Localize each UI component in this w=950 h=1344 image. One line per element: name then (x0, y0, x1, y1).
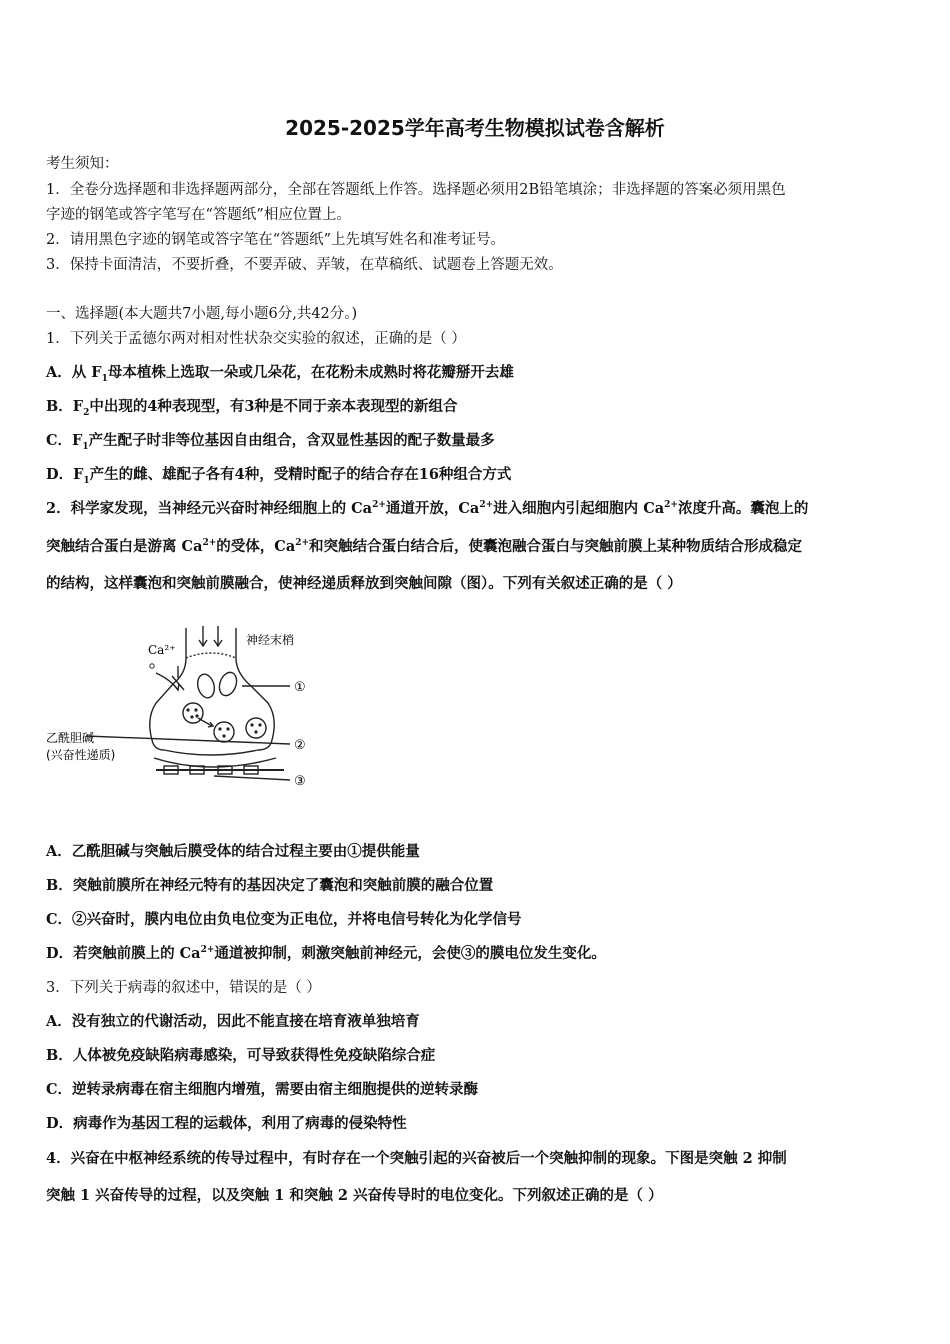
q2-stem-line1: 2．科学家发现，当神经元兴奋时神经细胞上的 $Ca^{2+}$通道开放，$Ca^{2+}$进入细胞内引起细胞内 $Ca^{2+}$浓度升高。囊泡上的 (46, 500, 809, 517)
q2-option-c: C．②兴奋时，膜内电位由负电位变为正电位，并将电信号转化为化学信号 (46, 911, 522, 928)
notice-heading: 考生须知： (46, 156, 119, 172)
q1-option-a: A．从 $F_1$母本植株上选取一朵或几朵花，在花粉未成熟时将花瓣掰开去雄 (46, 364, 514, 384)
q4-stem-line2: 突触 1 兴奋传导的过程，以及突触 1 和突触 2 兴奋传导时的电位变化。下列叙述正确的是（ ） (46, 1187, 663, 1204)
q3-option-d: D．病毒作为基因工程的运载体，利用了病毒的侵染特性 (46, 1115, 407, 1132)
notice-item-1-cont: 字迹的钢笔或答字笔写在“答题纸”相应位置上。 (46, 207, 351, 223)
q2-option-b: B．突触前膜所在神经元特有的基因决定了囊泡和突触前膜的融合位置 (46, 877, 494, 894)
q2-stem-line3: 的结构，这样囊泡和突触前膜融合，使神经递质释放到突触间隙（图）。下列有关叙述正确的是（ ） (46, 575, 682, 592)
marker-2: ② (294, 738, 306, 753)
marker-1: ① (294, 680, 306, 695)
notice-item-2: 2．请用黑色字迹的钢笔或答字笔在“答题纸”上先填写姓名和准考证号。 (46, 232, 506, 248)
notice-item-1: 1．全卷分选择题和非选择题两部分，全部在答题纸上作答。选择题必须用2B铅笔填涂；非选择题的答案必须用黑色 (46, 182, 786, 198)
ca-label: Ca²⁺ (148, 643, 176, 657)
ach-label: 乙酰胆碱 (46, 731, 95, 745)
q1-stem: 1．下列关于孟德尔两对相对性状杂交实验的叙述，正确的是（ ） (46, 331, 466, 347)
page-title: 2025-2025学年高考生物模拟试卷含解析 (285, 116, 665, 140)
q4-stem-line1: 4．兴奋在中枢神经系统的传导过程中，有时存在一个突触引起的兴奋被后一个突触抑制的现象。下图是突触 2 抑制 (46, 1150, 787, 1167)
q3-stem: 3．下列关于病毒的叙述中，错误的是（ ） (46, 980, 321, 996)
q3-option-c: C．逆转录病毒在宿主细胞内增殖，需要由宿主细胞提供的逆转录酶 (46, 1081, 479, 1098)
q3-option-a: A．没有独立的代谢活动，因此不能直接在培育液单独培育 (46, 1013, 420, 1030)
ach-sublabel: (兴奋性递质) (46, 748, 116, 762)
q2-option-a: A．乙酰胆碱与突触后膜受体的结合过程主要由①提供能量 (46, 843, 420, 860)
notice-item-3: 3．保持卡面清洁，不要折叠，不要弄破、弄皱，在草稿纸、试题卷上答题无效。 (46, 257, 563, 273)
nerve-ending-label: 神经末梢 (246, 633, 295, 647)
marker-3: ③ (294, 774, 306, 789)
q1-option-c: C．$F_1$产生配子时非等位基因自由组合，含双显性基因的配子数量最多 (46, 432, 495, 452)
q2-stem-line2: 突触结合蛋白是游离 $Ca^{2+}$的受体，$Ca^{2+}$和突触结合蛋白结合后，使囊泡融合蛋白与突触前膜上某种物质结合形成稳定 (46, 538, 803, 555)
q1-option-b: B．$F_2$中出现的4种表现型，有3种是不同于亲本表现型的新组合 (46, 398, 458, 418)
section-heading: 一、选择题(本大题共7小题,每小题6分,共42分。) (46, 306, 358, 322)
q3-option-b: B．人体被免疫缺陷病毒感染，可导致获得性免疫缺陷综合症 (46, 1047, 436, 1064)
q2-option-d: D．若突触前膜上的 $Ca^{2+}$通道被抑制，刺激突触前神经元，会使③的膜电位发生变化。 (46, 945, 606, 962)
synapse-diagram (46, 618, 336, 798)
q1-option-d: D．$F_1$产生的雌、雄配子各有4种，受精时配子的结合存在16种组合方式 (46, 466, 512, 486)
